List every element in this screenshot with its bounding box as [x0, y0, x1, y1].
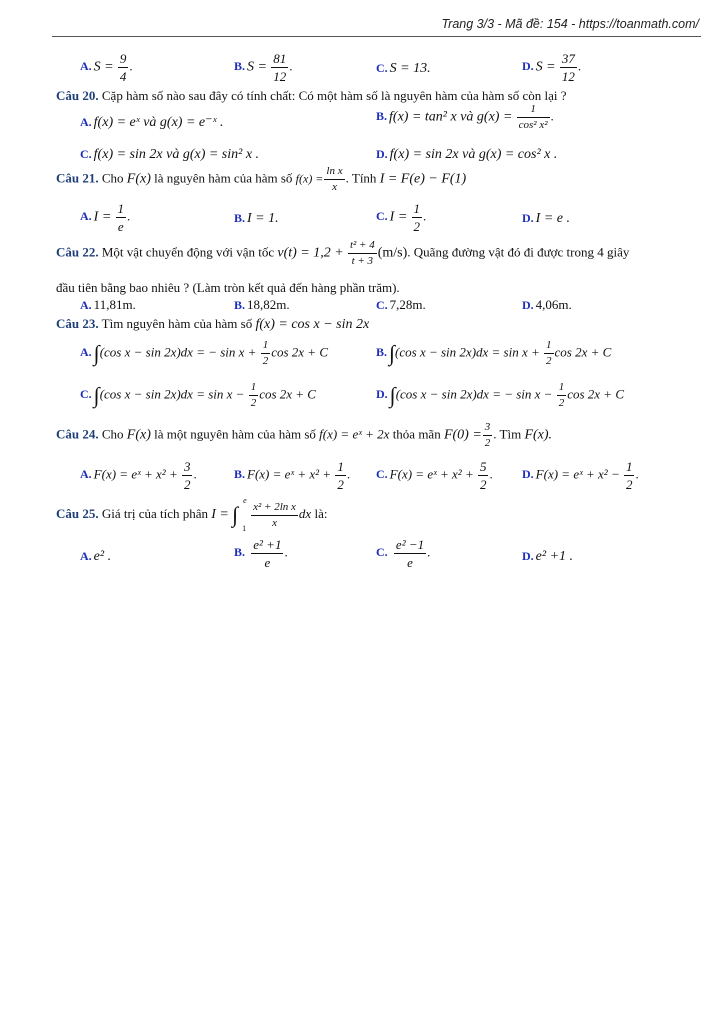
question-label: Câu 25.	[56, 505, 99, 521]
fraction: $\frac{1}{2}$	[262, 339, 269, 367]
integral-sign: ∫	[389, 382, 396, 408]
q24-option-b[interactable]: B. F(x) = eˣ + x² + $\frac{1}{2}$ .	[234, 459, 351, 492]
q23-option-a[interactable]: A.∫(cos x − sin 2x)dx = − sin x + $\frac{1}{2}$ cos 2x + C	[80, 339, 328, 367]
fraction: $\frac{\text{t² + 4}}{t + 3}$	[349, 239, 375, 267]
q21-option-b[interactable]: B. I = 1.	[234, 211, 279, 226]
q23-option-b[interactable]: B.∫(cos x − sin 2x)dx = sin x + $\frac{1}{2}$ cos 2x + C	[376, 339, 612, 367]
q22-option-b[interactable]: B. 18,82m.	[234, 297, 290, 312]
question-21: Câu 21. Cho F(x) là nguyên hàm của hàm số f(x) = $\frac{\text{ln x}}{x}$ . Tính I = F(e) − F(1)	[56, 165, 467, 193]
definite-integral-sign: ∫ e 1	[232, 496, 247, 533]
page-header	[52, 14, 701, 37]
question-text: Cặp hàm số nào sau đây có tính chất: Có một hàm số là nguyên hàm của hàm số còn lại ?	[101, 88, 567, 103]
question-label: Câu 22.	[56, 244, 99, 260]
header-text: Trang 3/3 - Mã đề: 154 - https://toanmath.com/	[441, 17, 699, 31]
q23-option-d[interactable]: D.∫(cos x − sin 2x)dx = − sin x − $\frac{1}{2}$ cos 2x + C	[376, 381, 624, 409]
fraction: $\frac{5}{2}$	[479, 459, 487, 492]
fraction: $\frac{1}{2}$	[413, 201, 421, 234]
fraction: $\frac{1}{2}$	[337, 459, 344, 492]
fraction: $\frac{37}{12}$	[561, 51, 575, 84]
q24-option-c[interactable]: C. F(x) = eˣ + x² + $\frac{5}{2}$ .	[376, 459, 493, 492]
q20-option-c[interactable]: C. f(x) = sin 2x và g(x) = sin² x .	[80, 147, 260, 162]
fraction: $\frac{1}{2}$	[250, 381, 257, 409]
q24-option-d[interactable]: D. F(x) = eˣ + x² − $\frac{1}{2}$ .	[522, 459, 639, 492]
fraction: $\frac{1}{2}$	[625, 459, 633, 492]
fraction: $\frac{1}{2}$	[546, 339, 552, 367]
fraction: $\frac{1}{\text{cos² x²}}$	[518, 103, 548, 131]
q22-option-c[interactable]: C. 7,28m.	[376, 297, 426, 312]
carry-option-b[interactable]: B. S = $\frac{81}{12}$ .	[234, 51, 293, 84]
fraction: $\frac{\text{e² −1}}{e}$	[395, 537, 425, 570]
fraction: $\frac{1}{e}$	[117, 201, 125, 234]
fraction: $\frac{\text{ln x}}{x}$	[326, 165, 343, 193]
fraction: $\frac{\text{e² +1}}{e}$	[253, 537, 282, 570]
q20-option-a[interactable]: A. f(x) = eˣ và g(x) = e⁻ˣ .	[80, 115, 224, 130]
q25-option-d[interactable]: D. e² +1 .	[522, 549, 574, 564]
q22-option-d[interactable]: D. 4,06m.	[522, 297, 572, 312]
fraction: $\frac{\text{x² + 2ln x}}{x}$	[253, 500, 296, 529]
q21-option-d[interactable]: D. I = e .	[522, 211, 570, 226]
question-23: Câu 23. Tìm nguyên hàm của hàm số f(x) = cos x − sin 2x	[56, 316, 370, 332]
question-label: Câu 21.	[56, 170, 99, 186]
carry-option-d[interactable]: D. S = $\frac{37}{12}$ .	[522, 51, 582, 84]
question-label: Câu 20.	[56, 88, 99, 103]
carry-option-c[interactable]: C. S = 13.	[376, 61, 431, 76]
integral-sign: ∫	[93, 382, 100, 408]
fraction: $\frac{3}{2}$	[183, 459, 191, 492]
q25-option-b[interactable]: B. $\frac{\text{e² +1}}{e}$ .	[234, 537, 288, 570]
integral-sign: ∫	[93, 340, 100, 366]
question-label: Câu 24.	[56, 426, 99, 442]
fraction: $\frac{1}{2}$	[558, 381, 565, 409]
q23-option-c[interactable]: C.∫(cos x − sin 2x)dx = sin x − $\frac{1}{2}$ cos 2x + C	[80, 381, 316, 409]
integral-sign: ∫	[389, 340, 396, 366]
q25-option-c[interactable]: C. $\frac{\text{e² −1}}{e}$ .	[376, 537, 431, 570]
question-22: Câu 22. Một vật chuyển động với vận tốc v(t) = 1,2 + $\frac{\text{t² + 4}}{t + 3}$ (m/s). Quãng đường vật đó đi được trong 4 giây	[56, 239, 630, 267]
q21-option-a[interactable]: A. I = $\frac{1}{e}$ .	[80, 201, 131, 234]
question-24: Câu 24. Cho F(x) là một nguyên hàm của hàm số f(x) = eˣ + 2x thỏa mãn F(0) = $\frac{3}{2}$ . Tìm F(x).	[56, 421, 553, 449]
fraction: $\frac{9}{4}$	[119, 51, 127, 84]
question-25: Câu 25. Giá trị của tích phân I = ∫ e 1 $\frac{\text{x² + 2ln x}}{x}$ dx là:	[56, 496, 328, 533]
q24-option-a[interactable]: A. F(x) = eˣ + x² + $\frac{3}{2}$ .	[80, 459, 197, 492]
q20-option-b[interactable]: B. f(x) = tan² x và g(x) = $\frac{1}{\text{cos² x²}}$ .	[376, 103, 554, 131]
question-20	[56, 88, 567, 104]
question-22-line2: đầu tiên bằng bao nhiêu ? (Làm tròn kết quả đến hàng phần trăm).	[56, 280, 400, 295]
q25-option-a[interactable]: A. e² .	[80, 549, 112, 564]
fraction: $\frac{3}{2}$	[484, 421, 491, 449]
q20-option-d[interactable]: D. f(x) = sin 2x và g(x) = cos² x .	[376, 147, 558, 162]
fraction: $\frac{81}{12}$	[273, 51, 287, 84]
q22-option-a[interactable]: A. 11,81m.	[80, 297, 136, 312]
question-label: Câu 23.	[56, 316, 99, 331]
carry-option-a[interactable]: A. S = $\frac{9}{4}$ .	[80, 51, 133, 84]
q21-option-c[interactable]: C. I = $\frac{1}{2}$ .	[376, 201, 427, 234]
